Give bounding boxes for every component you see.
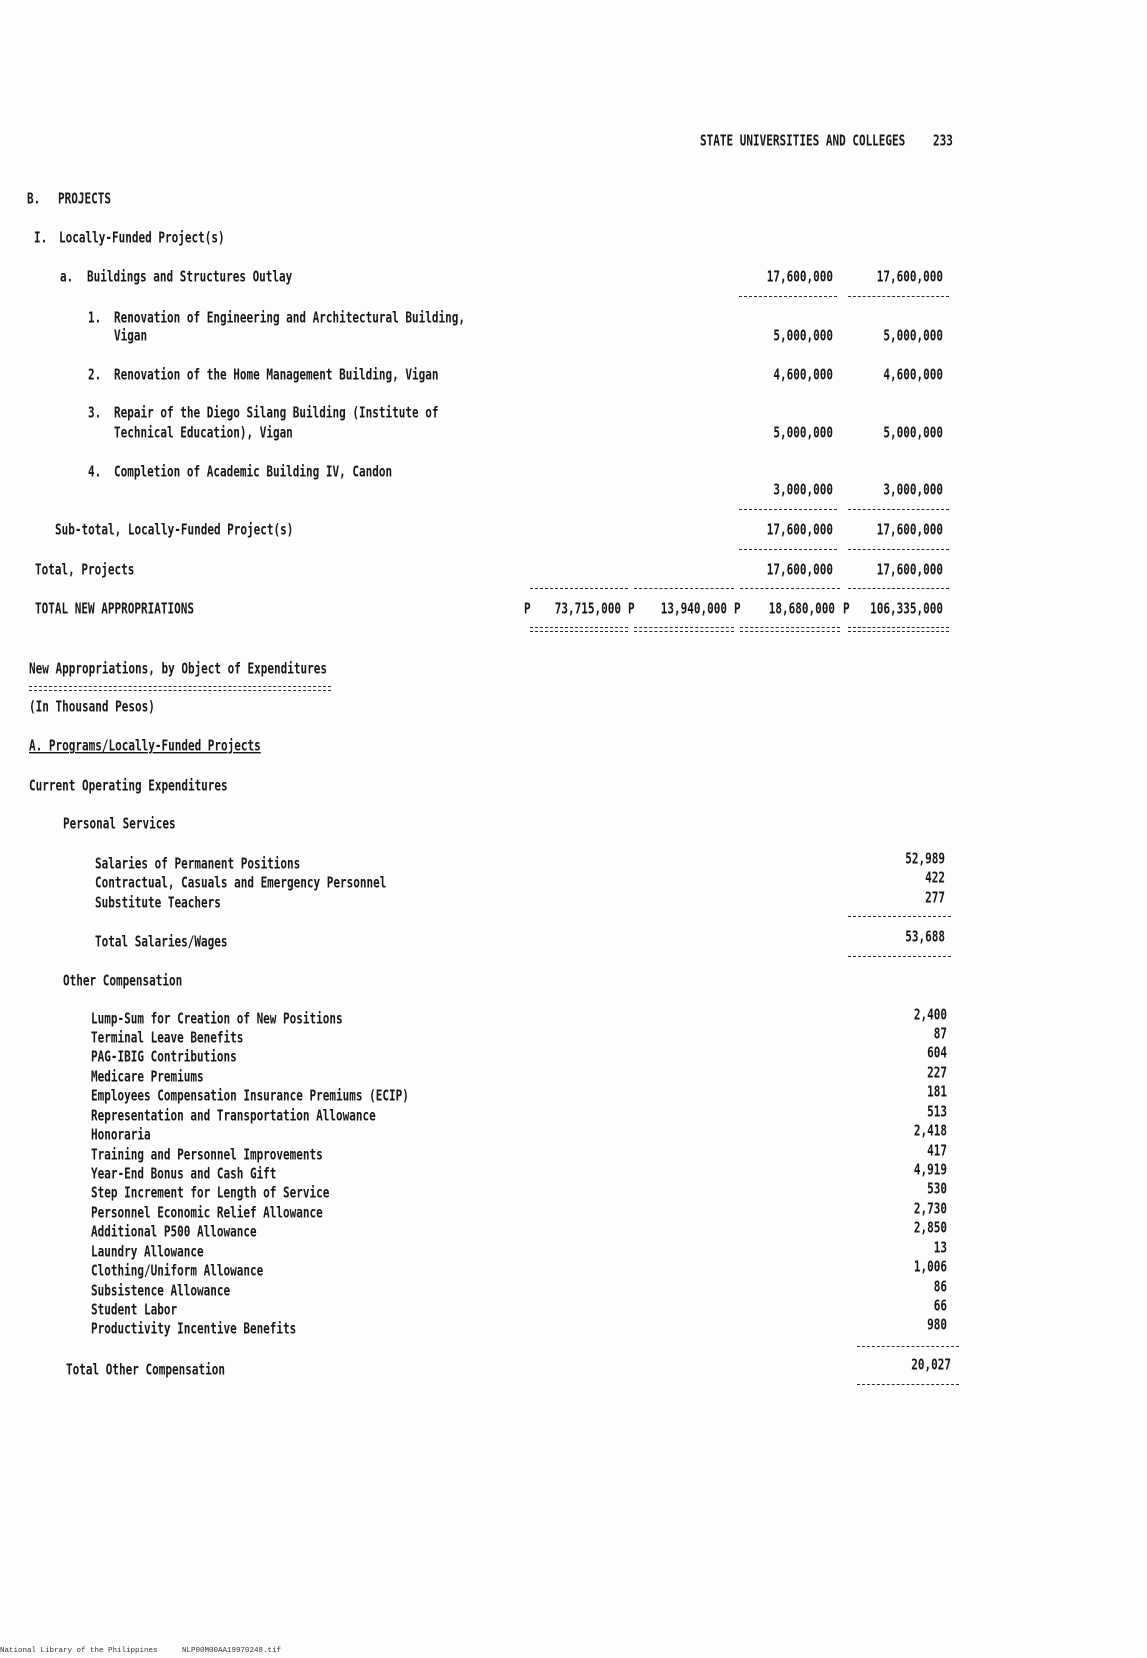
group-title: Locally-Funded Project(s) — [59, 228, 225, 247]
rule-double — [848, 627, 949, 632]
category-title: Buildings and Structures Outlay — [87, 267, 293, 286]
rule-dashed — [848, 588, 949, 589]
project-item-total: 5,000,000 — [883, 423, 943, 442]
rule-dashed — [739, 296, 837, 297]
program-heading: A. Programs/Locally-Funded Projects — [29, 736, 261, 755]
grand-total-label: TOTAL NEW APPROPRIATIONS — [35, 599, 194, 618]
subtotal-total: 17,600,000 — [876, 520, 943, 539]
project-item-title: Completion of Academic Building IV, Candon — [114, 462, 393, 481]
project-item-number: 2. — [88, 365, 102, 384]
expense-value: 4,919 — [913, 1160, 947, 1179]
expense-value: 181 — [927, 1082, 947, 1101]
project-item-total: 4,600,000 — [883, 365, 943, 384]
rule-double — [740, 627, 840, 632]
expense-label: Laundry Allowance — [91, 1242, 204, 1261]
expense-label: Honoraria — [91, 1125, 151, 1144]
category-total: 17,600,000 — [876, 267, 943, 286]
section-title: PROJECTS — [58, 189, 111, 208]
project-item-title-cont: Technical Education), Vigan — [114, 423, 293, 442]
expense-label: Medicare Premiums — [91, 1067, 204, 1086]
expense-value: 13 — [933, 1238, 947, 1257]
rule-dashed — [739, 509, 837, 510]
currency-symbol: P — [628, 599, 635, 618]
project-item-total: 3,000,000 — [883, 480, 943, 499]
expense-value: 530 — [927, 1179, 947, 1198]
expense-label: Productivity Incentive Benefits — [91, 1319, 297, 1338]
expense-value: 277 — [925, 888, 945, 907]
currency-symbol: P — [843, 599, 850, 618]
expense-label: Personnel Economic Relief Allowance — [91, 1203, 323, 1222]
other-compensation-heading: Other Compensation — [63, 971, 183, 990]
expense-label: Representation and Transportation Allowance — [91, 1106, 376, 1125]
rule-dashed — [530, 588, 628, 589]
total-other-compensation-value: 20,027 — [911, 1355, 951, 1374]
objects-title: New Appropriations, by Object of Expenditures — [29, 659, 328, 678]
total-other-compensation-label: Total Other Compensation — [66, 1360, 225, 1379]
category-letter: a. — [60, 267, 74, 286]
rule-dashed — [857, 1384, 959, 1385]
page-number: 233 — [933, 131, 953, 150]
rule-dashed — [740, 588, 840, 589]
expense-value: 2,850 — [913, 1218, 947, 1237]
subtotal-label: Sub-total, Locally-Funded Project(s) — [55, 520, 294, 539]
expense-label: Step Increment for Length of Service — [91, 1183, 330, 1202]
project-item-total: 5,000,000 — [883, 326, 943, 345]
rule-dashed — [848, 509, 949, 510]
expense-label: Clothing/Uniform Allowance — [91, 1261, 264, 1280]
expense-label: Terminal Leave Benefits — [91, 1028, 244, 1047]
expense-label: Training and Personnel Improvements — [91, 1145, 323, 1164]
rule-dashed — [848, 549, 949, 550]
expense-value: 66 — [933, 1296, 947, 1315]
expense-value: 604 — [927, 1043, 947, 1062]
project-item-amount: 5,000,000 — [773, 326, 833, 345]
rule-dashed — [739, 549, 837, 550]
expense-label: Employees Compensation Insurance Premiums (ECIP) — [91, 1086, 409, 1105]
expense-value: 52,989 — [905, 849, 945, 868]
project-item-title: Repair of the Diego Silang Building (Institute of — [114, 403, 439, 422]
project-item-number: 4. — [88, 462, 102, 481]
expense-label: Additional P500 Allowance — [91, 1222, 257, 1241]
expense-label: Student Labor — [91, 1300, 178, 1319]
category-amount: 17,600,000 — [766, 267, 833, 286]
total-salaries-label: Total Salaries/Wages — [95, 932, 228, 951]
expense-label: Lump-Sum for Creation of New Positions — [91, 1009, 343, 1028]
project-item-number: 3. — [88, 403, 102, 422]
expense-label: Year-End Bonus and Cash Gift — [91, 1164, 277, 1183]
footer-library: National Library of the Philippines — [0, 1647, 158, 1655]
group-number: I. — [34, 228, 48, 247]
expense-label: PAG-IBIG Contributions — [91, 1047, 237, 1066]
expense-value: 980 — [927, 1315, 947, 1334]
expense-value: 2,730 — [913, 1199, 947, 1218]
project-item-amount: 5,000,000 — [773, 423, 833, 442]
rule-double — [530, 627, 628, 632]
currency-symbol: P — [524, 599, 531, 618]
projects-total-label: Total, Projects — [35, 560, 135, 579]
total-salaries-value: 53,688 — [905, 927, 945, 946]
grand-total-value: 18,680,000 — [768, 599, 835, 618]
project-item-number: 1. — [88, 308, 102, 327]
section-letter: B. — [27, 189, 41, 208]
currency-symbol: P — [734, 599, 741, 618]
grand-total-value: 73,715,000 — [554, 599, 621, 618]
project-item-title-cont: Vigan — [114, 326, 148, 345]
expense-value: 2,400 — [913, 1005, 947, 1024]
rule-double — [29, 686, 331, 691]
unit-note: (In Thousand Pesos) — [29, 697, 155, 716]
expense-label: Subsistence Allowance — [91, 1281, 231, 1300]
expense-label: Salaries of Permanent Positions — [95, 854, 301, 873]
expense-label: Contractual, Casuals and Emergency Personnel — [95, 873, 387, 892]
projects-total-total: 17,600,000 — [876, 560, 943, 579]
expense-value: 513 — [927, 1102, 947, 1121]
rule-dashed — [848, 916, 951, 917]
grand-total-value: 106,335,000 — [870, 599, 943, 618]
expenditure-category: Current Operating Expenditures — [29, 776, 228, 795]
project-item-title: Renovation of the Home Management Building, Vigan — [114, 365, 439, 384]
rule-dashed — [848, 296, 949, 297]
expense-value: 86 — [933, 1277, 947, 1296]
running-head: STATE UNIVERSITIES AND COLLEGES — [700, 131, 906, 150]
footer-filename: NLP00M00AA19970248.tif — [182, 1647, 282, 1655]
grand-total-value: 13,940,000 — [660, 599, 727, 618]
project-item-amount: 4,600,000 — [773, 365, 833, 384]
project-item-amount: 3,000,000 — [773, 480, 833, 499]
rule-dashed — [848, 956, 951, 957]
project-item-title: Renovation of Engineering and Architectural Building, — [114, 308, 465, 327]
rule-dashed — [857, 1346, 959, 1347]
expense-value: 87 — [933, 1024, 947, 1043]
expense-value: 227 — [927, 1063, 947, 1082]
expense-value: 2,418 — [913, 1121, 947, 1140]
rule-double — [634, 627, 734, 632]
subtotal-amount: 17,600,000 — [766, 520, 833, 539]
projects-total-amount: 17,600,000 — [766, 560, 833, 579]
expense-value: 422 — [925, 868, 945, 887]
expense-value: 1,006 — [913, 1257, 947, 1276]
personal-services-heading: Personal Services — [63, 814, 176, 833]
expense-label: Substitute Teachers — [95, 893, 221, 912]
rule-dashed — [634, 588, 734, 589]
expense-value: 417 — [927, 1141, 947, 1160]
